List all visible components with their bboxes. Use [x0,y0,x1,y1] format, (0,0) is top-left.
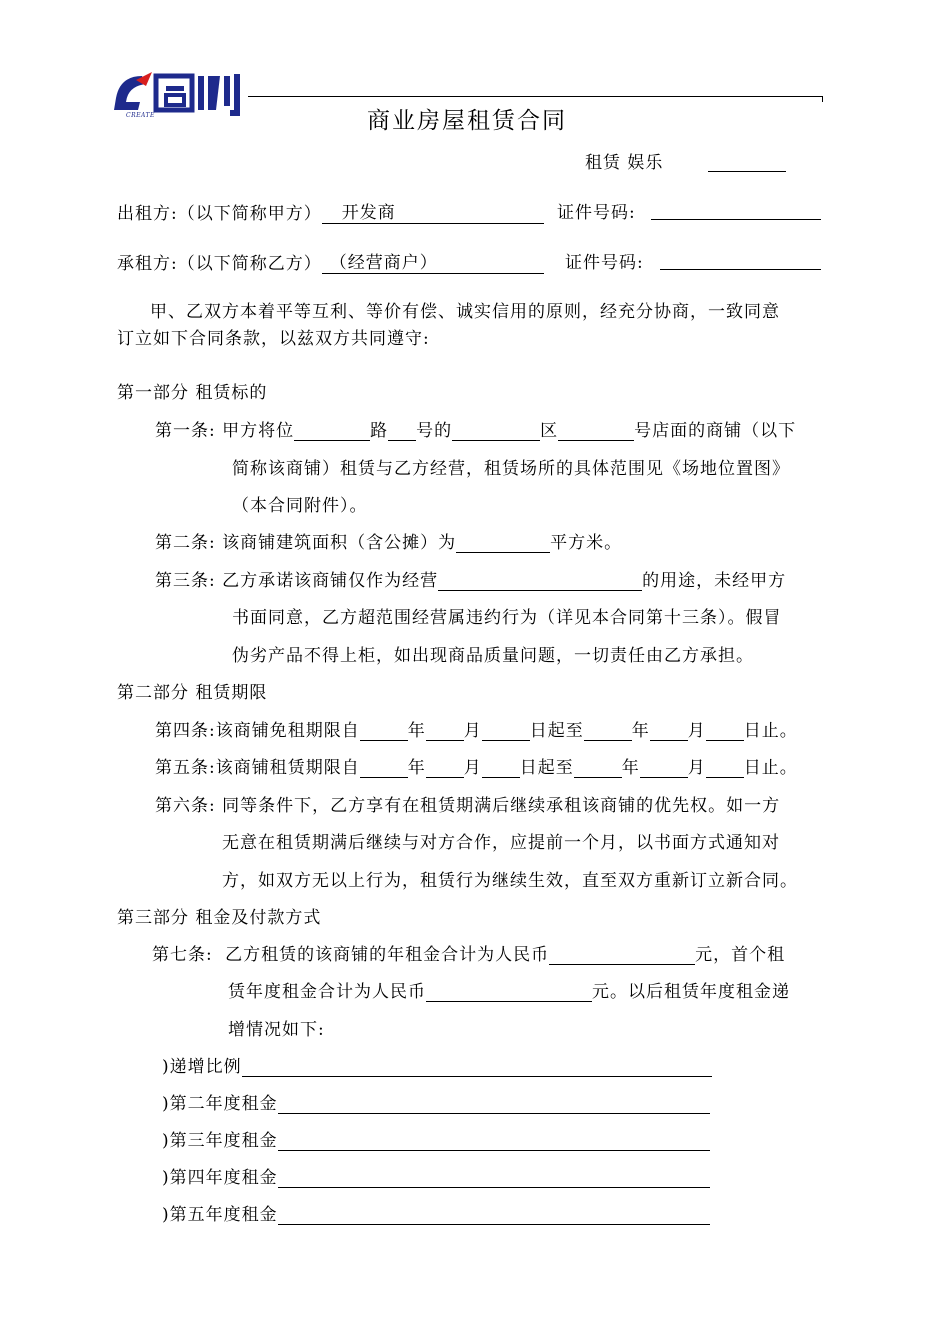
article-4-month-a: 月 [463,721,482,741]
article-5-year-a: 年 [407,758,426,778]
article-5-end: 日止。 [743,758,798,778]
free-start-day-blank[interactable] [482,720,530,741]
lessor-id-label: 证件号码: [557,203,636,223]
article-3-line-1 [155,566,786,591]
article-3-text-b: 的用途，未经甲方 [642,571,787,591]
article-1-line-3: （本合同附件）。 [232,496,368,516]
district-blank[interactable] [452,420,540,441]
article-4-text: 该商铺免租期限自 [215,721,360,741]
number-blank[interactable] [388,420,416,441]
lessor-row [117,198,544,224]
article-1-text-a: 甲方将位 [222,421,295,441]
document-title: 商业房屋租赁合同 [367,108,567,134]
lease-end-year-blank[interactable] [574,757,622,778]
article-1-text-d: 区 [540,421,559,441]
rent-item [162,1200,710,1225]
article-7-label: 第七条: [152,945,213,965]
article-5-from: 日起至 [519,758,574,778]
business-use-blank[interactable] [438,570,642,591]
article-2 [155,528,622,553]
article-4 [155,716,798,741]
article-1-text-c: 号的 [416,421,453,441]
year-2-rent-blank[interactable] [278,1093,710,1114]
article-7-text-c: 赁年度租金合计为人民币 [228,982,426,1002]
rent-item [162,1163,710,1188]
rent-item [162,1052,712,1077]
article-6-line-3: 方，如双方无以上行为，租赁行为继续生效，直至双方重新订立新合同。 [222,871,798,891]
year-3-rent-blank[interactable] [278,1130,710,1151]
article-4-label: 第四条: [155,721,216,741]
article-7-text-b: 元，首个租 [695,945,786,965]
lessee-name-value: （经营商户） [329,253,438,273]
year-4-rent-blank[interactable] [278,1167,710,1188]
lessor-label: 出租方:（以下简称甲方） [117,204,322,224]
article-1-label: 第一条: [155,421,216,441]
article-3-text-a: 乙方承诺该商铺仅作为经营 [222,571,439,591]
year-5-rent-blank[interactable] [278,1204,710,1225]
article-3-line-2: 书面同意，乙方超范围经营属违约行为（详见本合同第十三条）。假冒 [232,608,782,628]
road-blank[interactable] [294,420,370,441]
rent-item-label: )第三年度租金 [162,1131,278,1151]
article-7-line-3: 增情况如下: [228,1020,325,1040]
article-6-line-1 [155,791,780,816]
free-start-month-blank[interactable] [426,720,464,741]
article-5-month-a: 月 [463,758,482,778]
rent-item [162,1089,710,1114]
part-3-heading: 第三部分 租金及付款方式 [117,908,322,928]
preamble-line-1: 甲、乙双方本着平等互利、等价有偿、诚实信用的原则，经充分协商，一致同意 [150,302,780,322]
article-5-year-b: 年 [621,758,640,778]
article-1-text-b: 路 [370,421,389,441]
lessee-row [117,248,544,274]
part-2-heading: 第二部分 租赁期限 [117,683,268,703]
area-blank[interactable] [456,532,550,553]
lease-start-day-blank[interactable] [482,757,520,778]
part-1-heading: 第一部分 租赁标的 [117,383,268,403]
free-end-day-blank[interactable] [706,720,744,741]
lessee-id-label: 证件号码: [565,253,644,273]
subtitle: 租赁 娱乐 [585,153,664,173]
rent-item [162,1126,710,1151]
article-6-text-1: 同等条件下，乙方享有在租赁期满后继续承租该商铺的优先权。如一方 [222,796,781,816]
article-2-label: 第二条: [155,533,216,553]
free-start-year-blank[interactable] [360,720,408,741]
subtitle-blank[interactable] [708,171,786,172]
article-5-text: 该商铺租赁期限自 [215,758,360,778]
article-4-month-b: 月 [687,721,706,741]
article-5 [155,753,798,778]
lease-end-day-blank[interactable] [706,757,744,778]
header-rule [248,96,822,97]
article-7-text-a: 乙方租赁的该商铺的年租金合计为人民币 [225,945,550,965]
lessee-id-field[interactable] [660,269,821,270]
rent-item-label: )第二年度租金 [162,1094,278,1114]
article-7-line-1 [152,940,785,965]
article-1-text-e: 号店面的商铺（以下 [634,421,797,441]
article-7-line-2 [228,977,790,1002]
article-1-line-2: 简称该商铺）租赁与乙方经营，租赁场所的具体范围见《场地位置图》 [232,459,790,479]
article-4-from: 日起至 [529,721,584,741]
logo-wordmark: CREATE [126,112,155,119]
article-4-year-a: 年 [407,721,426,741]
article-7-text-d: 元。以后租赁年度租金递 [592,982,790,1002]
lease-end-month-blank[interactable] [640,757,688,778]
lessor-name-value: 开发商 [341,203,396,223]
shop-number-blank[interactable] [558,420,634,441]
annual-rent-blank[interactable] [549,944,695,965]
rent-item-label: )第四年度租金 [162,1168,278,1188]
free-end-year-blank[interactable] [584,720,632,741]
company-logo [112,70,248,122]
article-2-text-a: 该商铺建筑面积（含公摊）为 [222,533,457,553]
increase-rate-blank[interactable] [242,1056,712,1077]
lessee-name-field[interactable] [322,248,544,274]
article-5-label: 第五条: [155,758,216,778]
preamble-line-2: 订立如下合同条款，以兹双方共同遵守: [117,329,430,349]
lease-start-year-blank[interactable] [360,757,408,778]
article-6-line-2: 无意在租赁期满后继续与对方合作，应提前一个月，以书面方式通知对 [222,833,780,853]
lessee-label: 承租方:（以下简称乙方） [117,254,322,274]
article-1-line-1 [155,416,796,441]
article-5-month-b: 月 [687,758,706,778]
rent-item-label: )第五年度租金 [162,1205,278,1225]
free-end-month-blank[interactable] [650,720,688,741]
rent-item-label: )递增比例 [162,1057,242,1077]
first-year-rent-blank[interactable] [426,981,592,1002]
article-6-label: 第六条: [155,796,216,816]
article-4-year-b: 年 [631,721,650,741]
article-3-label: 第三条: [155,571,216,591]
article-2-text-b: 平方米。 [550,533,623,553]
lessor-name-field[interactable] [322,198,544,224]
lease-start-month-blank[interactable] [426,757,464,778]
header-rule-end [820,96,823,102]
lessor-id-field[interactable] [651,219,821,220]
article-4-end: 日止。 [743,721,798,741]
article-3-line-3: 伪劣产品不得上柜，如出现商品质量问题，一切责任由乙方承担。 [232,646,754,666]
